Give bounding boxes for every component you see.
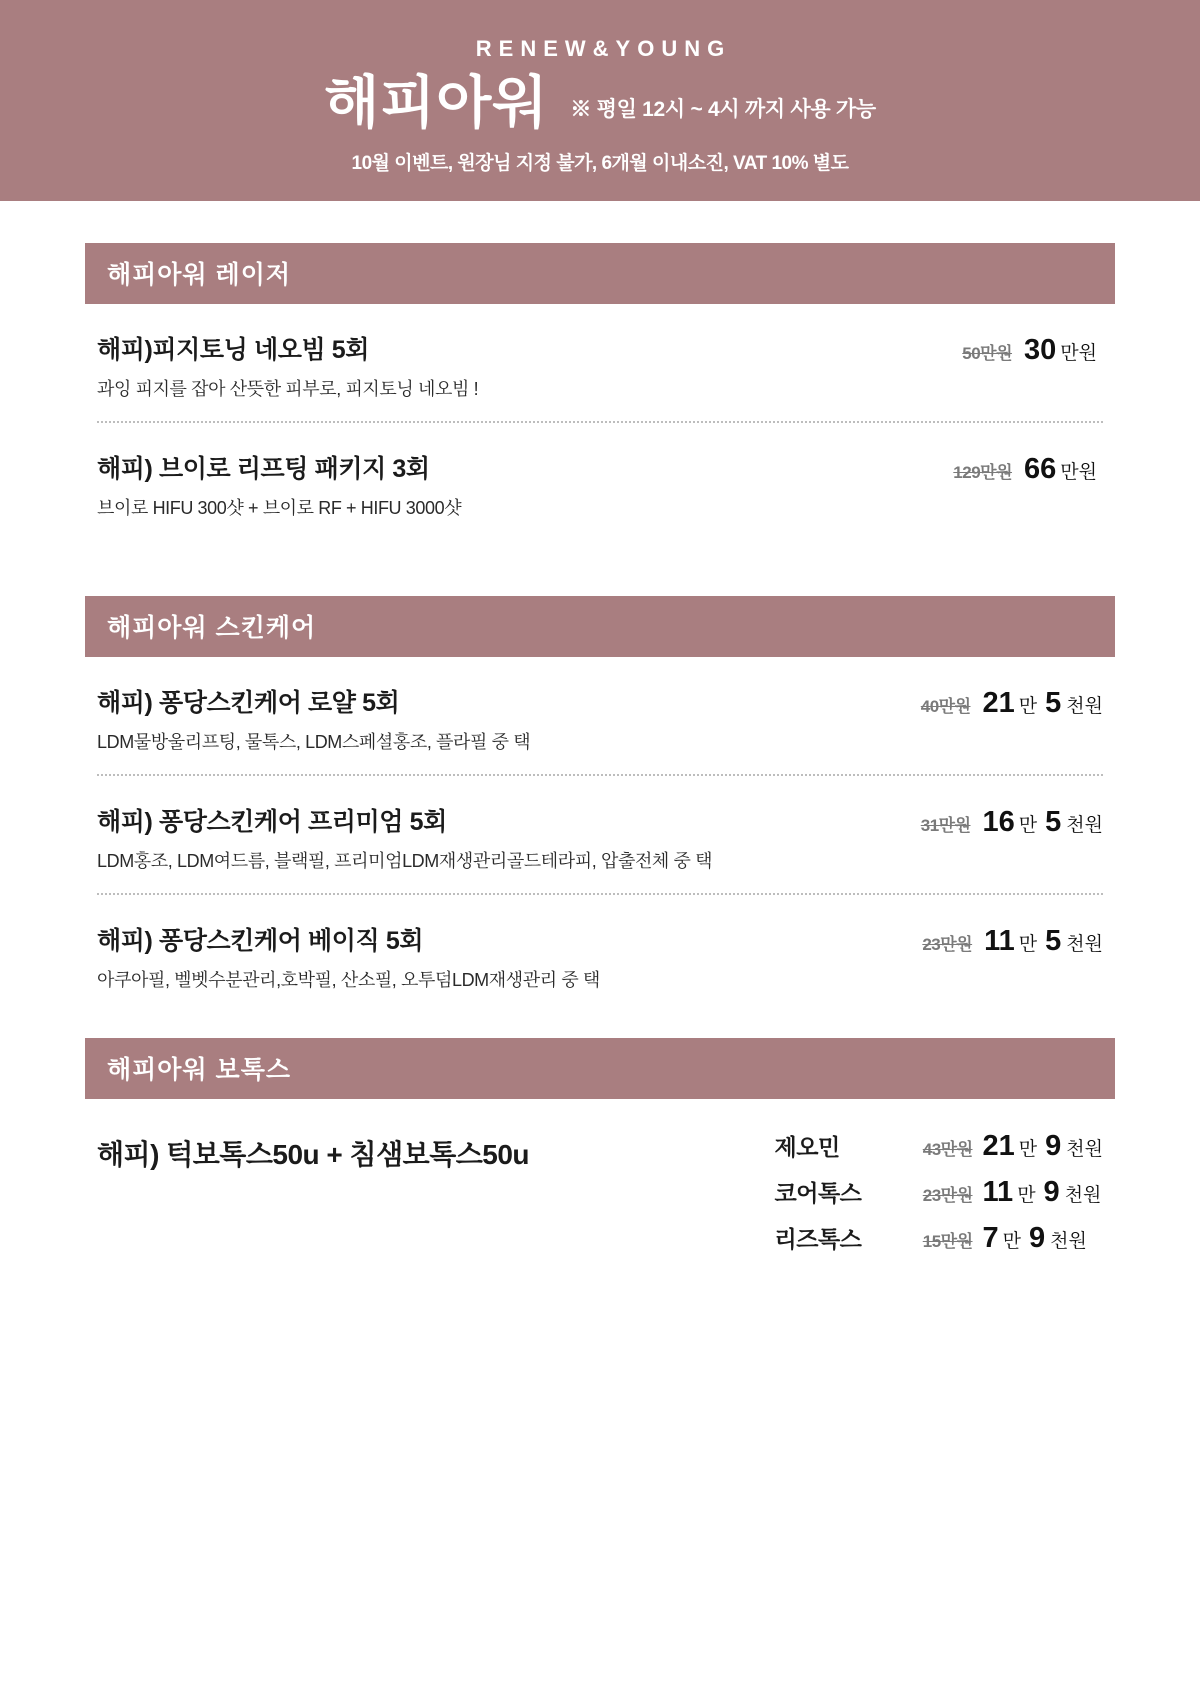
sale-price-sub: 9 [1029, 1221, 1046, 1254]
item-text [97, 921, 922, 992]
option-label: 제오민 [774, 1133, 840, 1160]
list-item [97, 423, 1103, 540]
item-price [921, 683, 1103, 720]
header-banner [0, 0, 1200, 201]
sale-price-sub-unit: 천원 [1050, 1230, 1087, 1252]
sale-price-unit: 만 [1018, 933, 1038, 955]
item-description: 브이로 HIFU 300샷 + 브이로 RF + HIFU 3000샷 [97, 497, 462, 518]
hours-note: ※ 평일 12시 ~ 4시 까지 사용 가능 [570, 97, 876, 121]
item-name: 해피) 퐁당스킨케어 프리미엄 5회 [97, 807, 447, 836]
sale-price-unit: 만 [1002, 1230, 1022, 1252]
terms-note: 10월 이벤트, 원장님 지정 불가, 6개월 이내소진, VAT 10% 별도 [351, 152, 849, 174]
sale-price-sub: 9 [1045, 1129, 1062, 1162]
section-items-skincare [85, 657, 1115, 1012]
list-item [775, 1221, 1103, 1255]
section-header-skincare: 해피아워 스킨케어 [85, 596, 1115, 657]
list-item [97, 776, 1103, 895]
section-header-botox: 해피아워 보톡스 [85, 1038, 1115, 1099]
botox-options [775, 1129, 1103, 1255]
item-description: 아쿠아필, 벨벳수분관리,호박필, 산소필, 오투덤LDM재생관리 중 택 [97, 969, 600, 990]
botox-item [85, 1099, 1115, 1255]
item-name: 해피) 퐁당스킨케어 베이직 5회 [97, 926, 424, 955]
item-text [97, 330, 962, 401]
brand-name: RENEW&YOUNG [475, 36, 732, 61]
sale-price-sub-unit: 천원 [1066, 814, 1103, 836]
list-item [775, 1175, 1103, 1209]
sale-price-main: 21 [982, 1129, 1015, 1162]
sale-price-unit: 만 [1018, 1138, 1038, 1160]
sale-price-unit: 만원 [1060, 461, 1097, 483]
sale-price-sub-unit: 천원 [1066, 933, 1103, 955]
sale-price-main: 11 [984, 924, 1015, 957]
sale-price-main: 21 [982, 686, 1015, 719]
list-item [97, 304, 1103, 423]
item-description: LDM물방울리프팅, 물톡스, LDM스페셜홍조, 플라필 중 택 [97, 731, 531, 752]
sale-price-unit: 만 [1018, 814, 1038, 836]
sale-price-sub: 5 [1045, 805, 1062, 838]
list-item [775, 1129, 1103, 1163]
item-text [97, 449, 953, 520]
item-description: LDM홍조, LDM여드름, 블랙필, 프리미엄LDM재생관리골드테라피, 압출전체 중 택 [97, 850, 713, 871]
content-area [0, 243, 1200, 1255]
option-label: 코어톡스 [774, 1179, 862, 1206]
original-price: 40만원 [920, 696, 971, 716]
sale-price-main: 66 [1024, 452, 1057, 485]
list-item [97, 895, 1103, 1012]
sale-price-sub: 5 [1045, 686, 1062, 719]
sale-price-sub: 9 [1043, 1175, 1060, 1208]
sale-price-main: 7 [982, 1221, 999, 1254]
item-text [97, 802, 921, 873]
sale-price-main: 30 [1024, 333, 1057, 366]
original-price: 15만원 [922, 1231, 973, 1251]
section-header-laser: 해피아워 레이저 [85, 243, 1115, 304]
sale-price-unit: 만 [1017, 1184, 1036, 1206]
item-price [953, 449, 1103, 486]
sale-price-main: 16 [982, 805, 1015, 838]
sale-price-unit: 만 [1018, 695, 1038, 717]
page-title: 해피아워 [324, 71, 549, 135]
original-price: 129만원 [953, 462, 1013, 482]
sale-price-sub-unit: 천원 [1066, 695, 1103, 717]
item-price [921, 802, 1103, 839]
original-price: 50만원 [962, 343, 1013, 363]
section-items-laser [85, 304, 1115, 540]
title-row [0, 71, 1200, 135]
item-description: 과잉 피지를 잡아 산뜻한 피부로, 피지토닝 네오빔 ! [97, 378, 479, 399]
item-price [962, 330, 1103, 367]
sale-price-sub-unit: 천원 [1064, 1184, 1102, 1206]
item-name: 해피)피지토닝 네오빔 5회 [97, 335, 370, 364]
item-name: 해피) 턱보톡스50u + 침샘보톡스50u [97, 1138, 530, 1170]
item-name: 해피) 브이로 리프팅 패키지 3회 [97, 454, 430, 483]
original-price: 43만원 [922, 1139, 973, 1159]
sale-price-sub-unit: 천원 [1066, 1138, 1103, 1160]
option-label: 리즈톡스 [774, 1225, 862, 1252]
sale-price-main: 11 [982, 1175, 1014, 1208]
item-name: 해피) 퐁당스킨케어 로얄 5회 [97, 688, 400, 717]
sale-price-unit: 만원 [1060, 342, 1097, 364]
item-price [922, 921, 1103, 958]
original-price: 23만원 [922, 934, 973, 954]
item-text [97, 683, 921, 754]
list-item [97, 657, 1103, 776]
sale-price-sub: 5 [1045, 924, 1062, 957]
original-price: 31만원 [920, 815, 971, 835]
original-price: 23만원 [922, 1185, 973, 1205]
